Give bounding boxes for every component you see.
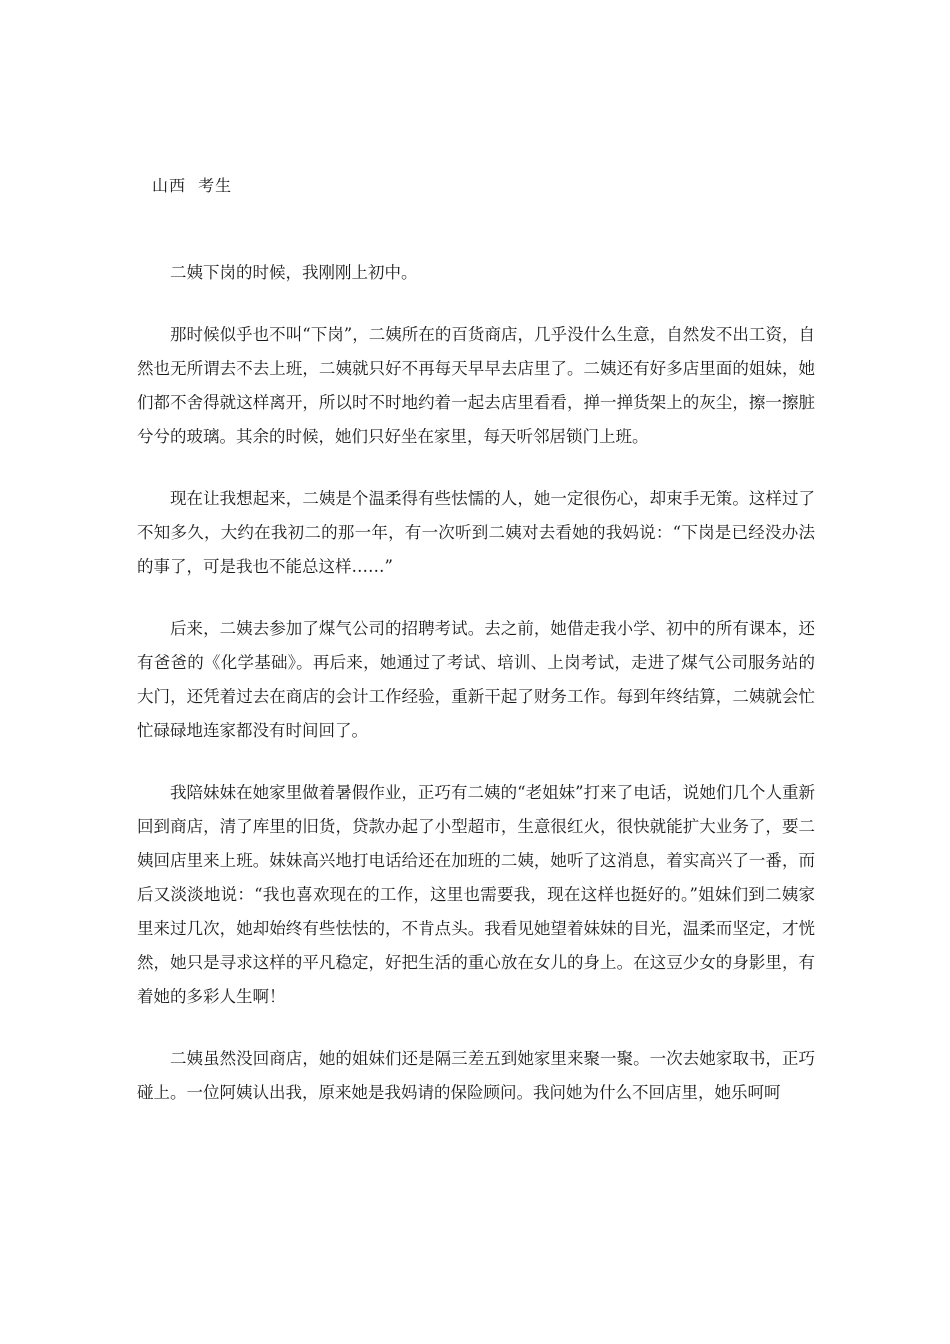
paragraph-4: 后来，二姨去参加了煤气公司的招聘考试。去之前，她借走我小学、初中的所有课本，还有爸爸的《化学基础》。再后来，她通过了考试、培训、上岗考试，走进了煤气公司服务站的大门，还凭着过去在商店的会计工作经验，重新干起了财务工作。每到年终结算，二姨就会忙忙碌碌地连家都没有时间回了。 [137, 619, 815, 740]
paragraph-2: 那时候似乎也不叫“下岗”，二姨所在的百货商店，几乎没什么生意，自然发不出工资，自然也无所谓去不去上班，二姨就只好不再每天早早去店里了。二姨还有好多店里面的姐妹，她们都不舍得就这样离开，所以时不时地约着一起去店里看看，掸一掸货架上的灰尘，擦一擦脏兮兮的玻璃。其余的时候，她们只好坐在家里，每天听邻居锁门上班。 [137, 325, 815, 446]
paragraph-6: 二姨虽然没回商店，她的姐妹们还是隔三差五到她家里来聚一聚。一次去她家取书，正巧碰上。一位阿姨认出我，原来她是我妈请的保险顾问。我问她为什么不回店里，她乐呵呵 [137, 1049, 815, 1102]
paragraph-5: 我陪妹妹在她家里做着暑假作业，正巧有二姨的“老姐妹”打来了电话，说她们几个人重新回到商店，清了库里的旧货，贷款办起了小型超市，生意很红火，很快就能扩大业务了，要二姨回店里来上班。妹妹高兴地打电话给还在加班的二姨，她听了这消息，着实高兴了一番，而后又淡淡地说：“我也喜欢现在的工作，这里也需要我，现在这样也挺好的。”姐妹们到二姨家里来过几次，她却始终有些怯怯的，不肯点头。我看见她望着妹妹的目光，温柔而坚定，才恍然，她只是寻求这样的平凡稳定，好把生活的重心放在女儿的身上。在这豆少女的身影里，有着她的多彩人生啊！ [137, 783, 815, 1006]
author-byline: 山西 考生 [152, 176, 233, 195]
paragraph-1: 二姨下岗的时候，我刚刚上初中。 [170, 263, 418, 282]
essay-body [137, 256, 815, 1110]
paragraph-3: 现在让我想起来，二姨是个温柔得有些怯懦的人，她一定很伤心，却束手无策。这样过了不知多久，大约在我初二的那一年，有一次听到二姨对去看她的我妈说：“下岗是已经没办法的事了，可是我也不能总这样……” [137, 489, 815, 576]
